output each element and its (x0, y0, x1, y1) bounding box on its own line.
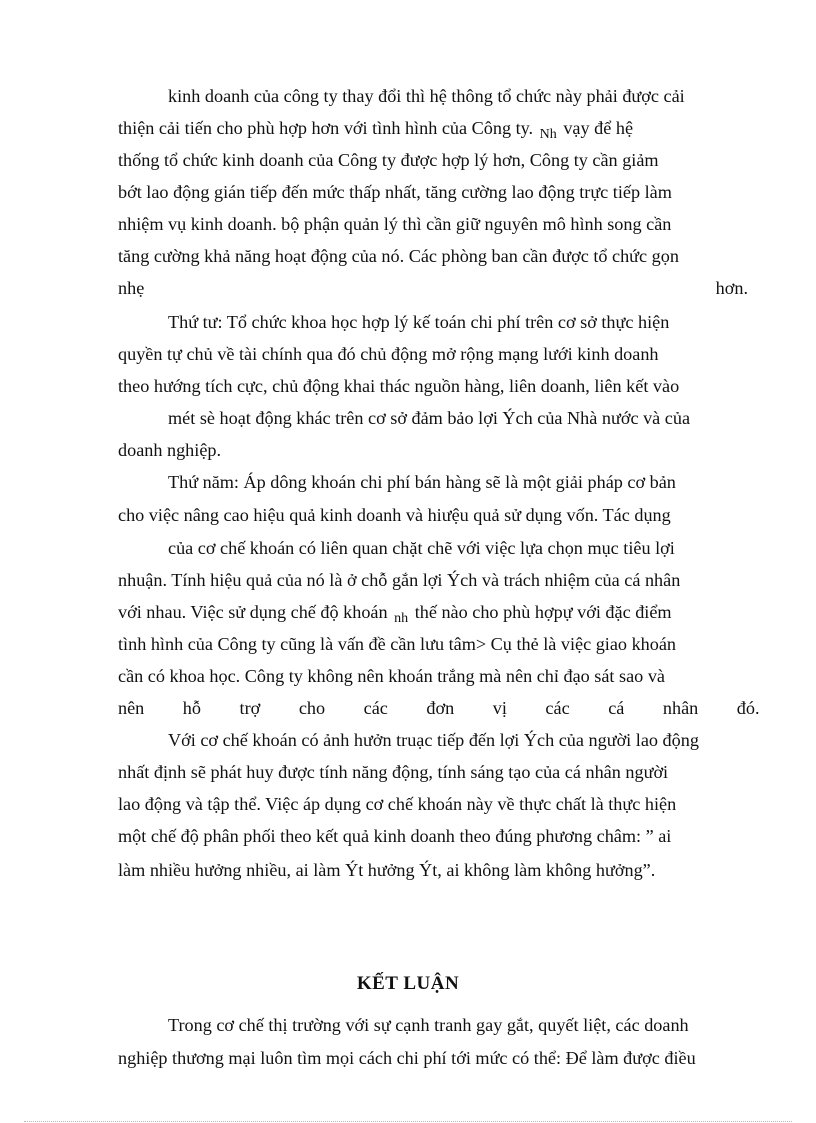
text-line: cho việc nâng cao hiệu quả kinh doanh và hiưệu quả sử dụng vốn. Tác dụng (118, 505, 671, 525)
text-line (118, 276, 748, 300)
text-line: Thứ năm: Áp dông khoán chi phí bán hàng sẽ là một giải pháp cơ bản (168, 472, 676, 492)
text-line: của cơ chế khoán có liên quan chặt chẽ với việc lựa chọn mục tiêu lợi (168, 538, 675, 558)
text-line: bớt lao động gián tiếp đến mức thấp nhất, tăng cường lao động trực tiếp làm (118, 182, 672, 202)
text-fragment: thế nào cho phù hợpự với đặc điểm (414, 602, 672, 622)
text-line: quyền tự chủ về tài chính qua đó chủ động mở rộng mạng lưới kinh doanh (118, 344, 659, 364)
text-line: mét sè hoạt động khác trên cơ sở đảm bảo lợi Ých của Nhà nước và của (168, 408, 691, 428)
text-line: Với cơ chế khoán có ảnh hưởn truạc tiếp đến lợi Ých của người lao động (168, 730, 699, 750)
text-line: tình hình của Công ty cũng là vấn đề cần lưu tâm> Cụ thẻ là việc giao khoán (118, 634, 677, 654)
text-line (118, 116, 748, 143)
text-line: lao động và tập thể. Việc áp dụng cơ chế khoán này về thực chất là thực hiện (118, 794, 677, 814)
text-line: nhất định sẽ phát huy được tính năng động, tính sáng tạo của cá nhân người (118, 762, 669, 782)
text-line: Thứ tư: Tổ chức khoa học hợp lý kế toán chi phí trên cơ sở thực hiện (168, 312, 670, 332)
text-fragment: Nh (539, 127, 557, 142)
text-line: thống tổ chức kinh doanh của Công ty được hợp lý hơn, Công ty cần giảm (118, 150, 659, 170)
text-line: doanh nghiệp. (118, 440, 222, 460)
text-line: nhiệm vụ kinh doanh. bộ phận quản lý thì cần giữ nguyên mô hình song cần (118, 214, 672, 234)
text-fragment: với nhau. Việc sử dụng chế độ khoán (118, 602, 388, 622)
text-fragment: vạy để hệ (563, 118, 634, 138)
text-fragment: hơn. (715, 278, 748, 298)
text-line: nhuận. Tính hiệu quả của nó là ở chỗ gắn lợi Ých và trách nhiệm của cá nhân (118, 570, 681, 590)
text-fragment: thiện cải tiến cho phù hợp hơn với tình hình của Công ty. (118, 118, 534, 138)
text-line: một chế độ phân phối theo kết quả kinh doanh theo đúng phương châm: ” ai (118, 826, 672, 846)
section-heading: KẾT LUẬN (356, 973, 460, 994)
text-line (118, 600, 748, 627)
text-line: làm nhiều hưởng nhiều, ai làm Ýt hưởng Ýt, ai không làm không hưởng”. (118, 860, 656, 880)
text-fragment: nh (394, 611, 409, 626)
page-bottom-divider (24, 1121, 792, 1122)
text-line: kinh doanh của công ty thay đổi thì hệ thông tổ chức này phải được cải (168, 86, 685, 106)
text-line: tăng cường khả năng hoạt động của nó. Các phòng ban cần được tổ chức gọn (118, 246, 679, 266)
text-line: nên hỗ trợ cho các đơn vị các cá nhân đó. (118, 698, 760, 718)
text-fragment: nhẹ (118, 278, 145, 298)
text-line: cần có khoa học. Công ty không nên khoán trắng mà nên chỉ đạo sát sao và (118, 666, 665, 686)
text-line: theo hướng tích cực, chủ động khai thác nguồn hàng, liên doanh, liên kết vào (118, 376, 680, 396)
text-line: nghiệp thương mại luôn tìm mọi cách chi phí tới mức có thể: Để làm được điều (118, 1048, 696, 1068)
text-line: Trong cơ chế thị trường với sự cạnh tranh gay gắt, quyết liệt, các doanh (168, 1015, 689, 1035)
